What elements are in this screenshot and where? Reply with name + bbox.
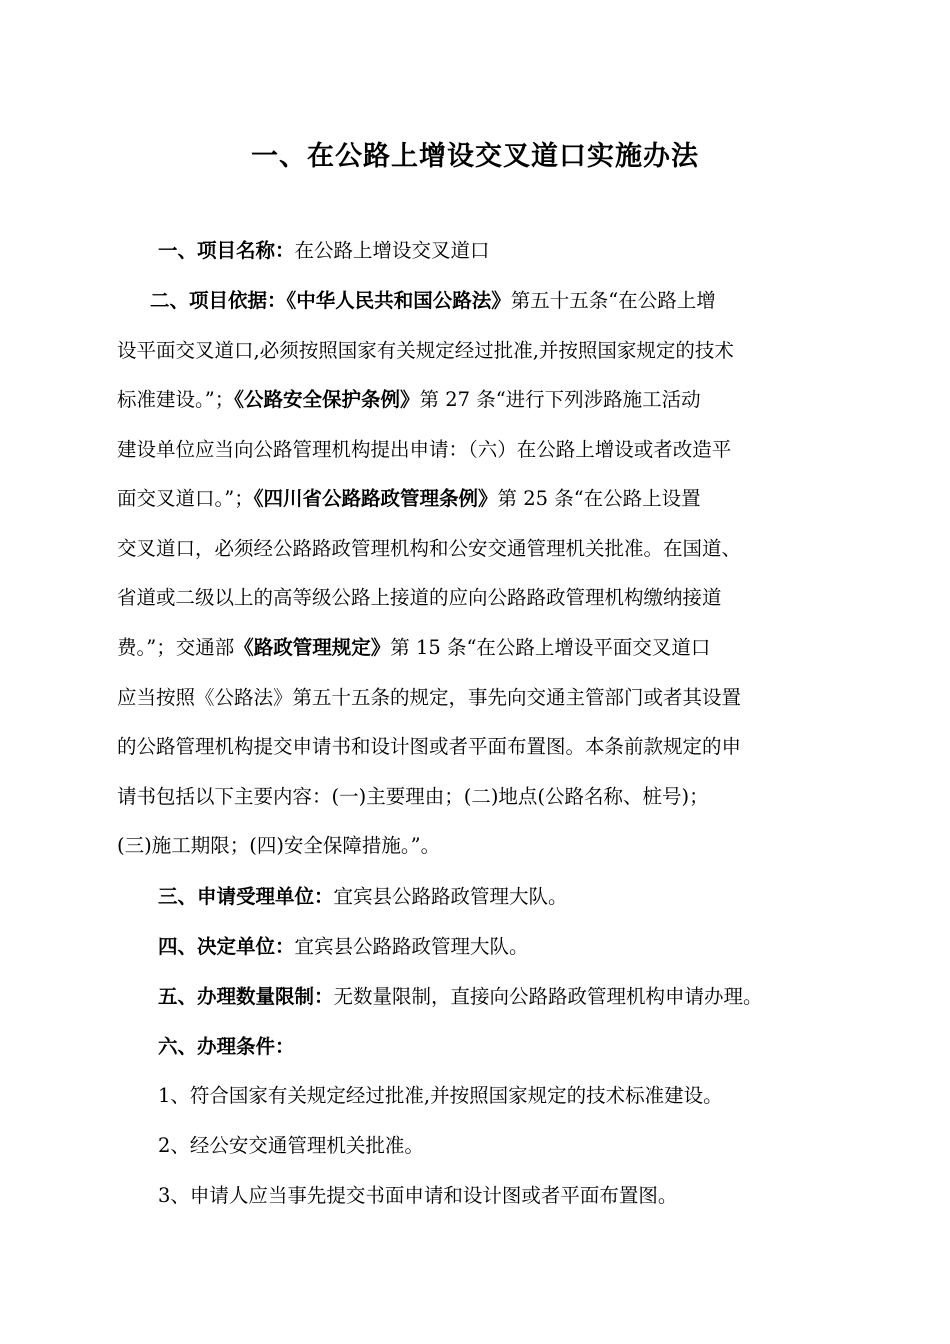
section-label: 一、项目名称：	[158, 239, 295, 262]
section-basis-line-4: 建设单位应当向公路管理机构提出申请：（六）在公路上增设或者改造平	[117, 438, 732, 461]
section-basis-line-12: (三)施工期限；(四)安全保障措施。”。	[117, 834, 441, 857]
section-label: 二、项目依据：	[150, 289, 287, 312]
basis-text: 第 15 条“在公路上增设平面交叉道口	[390, 636, 711, 659]
section-decision-unit	[158, 934, 888, 960]
condition-item: 2、经公安交通管理机关批准。	[158, 1134, 424, 1157]
section-basis-line-6: 交叉道口，必须经公路路政管理机构和公安交通管理机关批准。在国道、	[117, 537, 742, 560]
basis-text: 标准建设。”；	[117, 388, 235, 411]
section-quantity-limit	[158, 984, 888, 1010]
section-conditions-label: 六、办理条件：	[158, 1035, 295, 1058]
condition-item: 1、符合国家有关规定经过批准,并按照国家规定的技术标准建设。	[158, 1084, 723, 1107]
section-acceptance-unit	[158, 884, 888, 910]
section-basis-line-11: 请书包括以下主要内容：(一)主要理由；(二)地点(公路名称、桩号)；	[117, 785, 709, 808]
section-basis-line-9: 应当按照《公路法》第五十五条的规定，事先向交通主管部门或者其设置	[117, 686, 742, 709]
basis-text: 费。”；交通部	[117, 636, 235, 659]
basis-text: 第 25 条“在公路上设置	[497, 487, 701, 510]
basis-text: 第 27 条“进行下列涉路施工活动	[419, 388, 701, 411]
law-title: 《路政管理规定》	[234, 636, 391, 659]
section-label: 三、申请受理单位：	[158, 885, 334, 908]
law-title: 《四川省公路路政管理条例》	[253, 487, 498, 510]
section-text: 无数量限制，直接向公路路政管理机构申请办理。	[333, 985, 763, 1008]
condition-item: 3、申请人应当事先提交书面申请和设计图或者平面布置图。	[158, 1184, 678, 1207]
document-title: 一、在公路上增设交叉道口实施办法	[251, 141, 699, 172]
section-text: 宜宾县公路路政管理大队。	[294, 935, 529, 958]
section-text: 宜宾县公路路政管理大队。	[333, 885, 568, 908]
section-basis-line-10: 的公路管理机构提交申请书和设计图或者平面布置图。本条前款规定的申	[117, 735, 742, 758]
section-project-name	[158, 238, 888, 264]
section-label: 四、决定单位：	[158, 935, 295, 958]
section-basis-line-7: 省道或二级以上的高等级公路上接道的应向公路路政管理机构缴纳接道	[117, 586, 722, 609]
law-title: 《中华人民共和国公路法》	[286, 289, 511, 312]
section-basis-line-1	[150, 288, 880, 314]
law-title: 《公路安全保护条例》	[234, 388, 420, 411]
section-basis-line-8	[117, 635, 847, 661]
section-basis-line-2: 设平面交叉道口,必须按照国家有关规定经过批准,并按照国家规定的技术	[117, 339, 734, 362]
section-text: 在公路上增设交叉道口	[294, 239, 490, 262]
section-basis-line-5	[117, 486, 847, 512]
basis-text: 第五十五条“在公路上增	[510, 289, 716, 312]
section-label: 五、办理数量限制：	[158, 985, 334, 1008]
section-basis-line-3	[117, 387, 847, 413]
basis-text: 面交叉道口。”；	[117, 487, 254, 510]
